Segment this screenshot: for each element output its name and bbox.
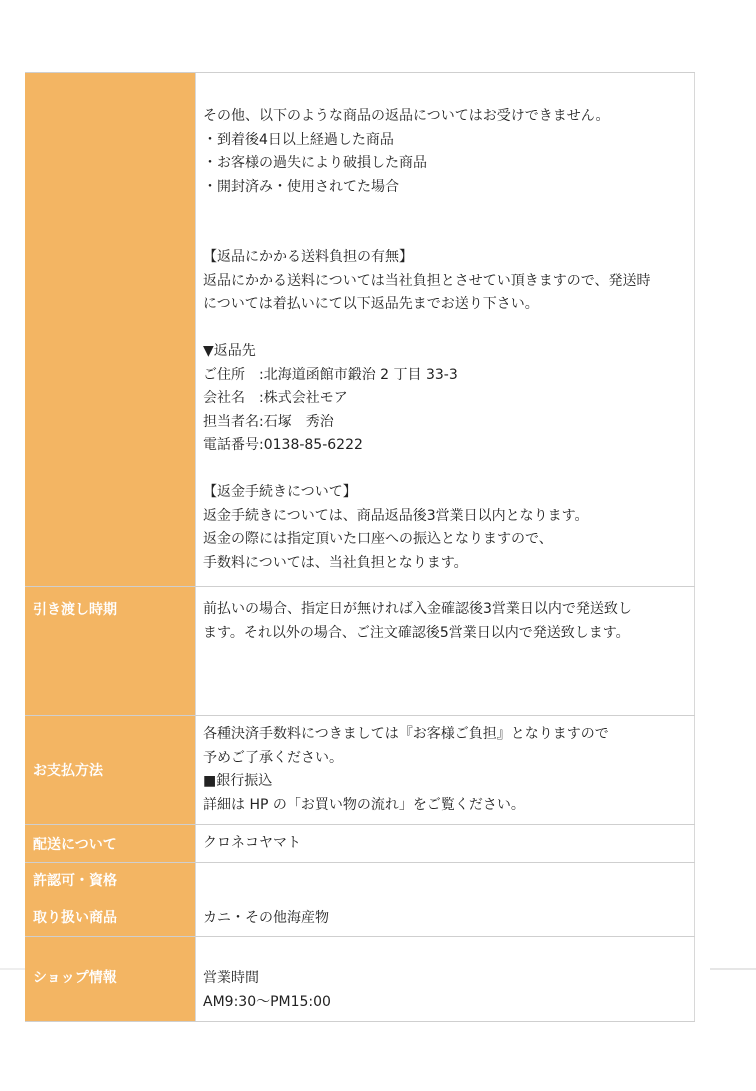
return-company: 会社名 :株式会社モア — [203, 390, 348, 406]
refund-text: 手数料については、当社負担となります。 — [203, 554, 468, 571]
returns-item: ・到着後4日以上経過した商品 — [203, 131, 394, 148]
license-products-label-cell — [25, 863, 195, 936]
refund-text: 返金手続きについては、商品返品後3営業日以内となります。 — [203, 507, 589, 524]
license-products-content — [195, 863, 695, 936]
shop-info-label: ショップ情報 — [25, 937, 195, 1021]
info-table — [25, 72, 695, 1022]
delivery-time-text: ます。それ以外の場合、ご注文確認後5営業日以内で発送致します。 — [203, 624, 630, 641]
returns-label-cell — [25, 73, 195, 586]
license-label: 許認可・資格 — [33, 873, 117, 889]
returns-item: ・お客様の過失により破損した商品 — [203, 155, 427, 171]
shipping-cost-text: 返品にかかる送料については当社負担とさせてい頂きますので、発送時 — [203, 272, 651, 289]
payment-text: 各種決済手数料につきましては『お客様ご負担』となりますので — [203, 726, 609, 742]
shipping-cost-text: については着払いにて以下返品先までお送り下さい。 — [203, 296, 539, 312]
delivery-time-text: 前払いの場合、指定日が無ければ入金確認後3営業日以内で発送致し — [203, 601, 632, 617]
divider-right — [710, 968, 756, 970]
shipping-carrier: クロネコヤマト — [203, 834, 301, 851]
business-hours-label: 営業時間 — [203, 970, 259, 986]
shop-info-row — [25, 937, 695, 1022]
payment-details: 詳細は HP の「お買い物の流れ」をご覧ください。 — [203, 796, 525, 813]
shipping-cost-heading: 【返品にかかる送料負担の有無】 — [203, 249, 413, 265]
returns-item: ・開封済み・使用されてた場合 — [203, 178, 399, 195]
products-value: カニ・その他海産物 — [203, 909, 329, 926]
returns-content — [195, 73, 695, 586]
payment-content — [195, 716, 695, 824]
divider-left — [0, 968, 25, 970]
delivery-time-label: 引き渡し時期 — [25, 587, 195, 715]
payment-method: ■銀行振込 — [203, 773, 273, 789]
returns-intro: その他、以下のような商品の返品についてはお受けできません。 — [203, 108, 610, 124]
business-hours-value: AM9:30〜PM15:00 — [203, 993, 331, 1010]
refund-text: 返金の際には指定頂いた口座への振込となりますので、 — [203, 531, 553, 547]
refund-heading: 【返金手続きについて】 — [203, 484, 357, 500]
returns-row — [25, 72, 695, 587]
return-address: ご住所 :北海道函館市鍛治 2 丁目 33-3 — [203, 366, 458, 383]
payment-row — [25, 716, 695, 825]
shop-info-content — [195, 937, 695, 1021]
delivery-time-row — [25, 587, 695, 716]
shipping-row — [25, 825, 695, 863]
payment-label: お支払方法 — [25, 716, 195, 824]
return-phone: 電話番号:0138-85-6222 — [203, 437, 363, 453]
license-products-row — [25, 863, 695, 937]
return-contact-person: 担当者名:石塚 秀治 — [203, 413, 334, 430]
license-value — [203, 870, 694, 894]
payment-text: 予めご了承ください。 — [203, 749, 343, 766]
delivery-time-content — [195, 587, 695, 715]
shipping-content — [195, 825, 695, 862]
return-destination-heading: ▼返品先 — [203, 343, 256, 359]
products-label: 取り扱い商品 — [33, 909, 117, 926]
shipping-label: 配送について — [25, 825, 195, 862]
